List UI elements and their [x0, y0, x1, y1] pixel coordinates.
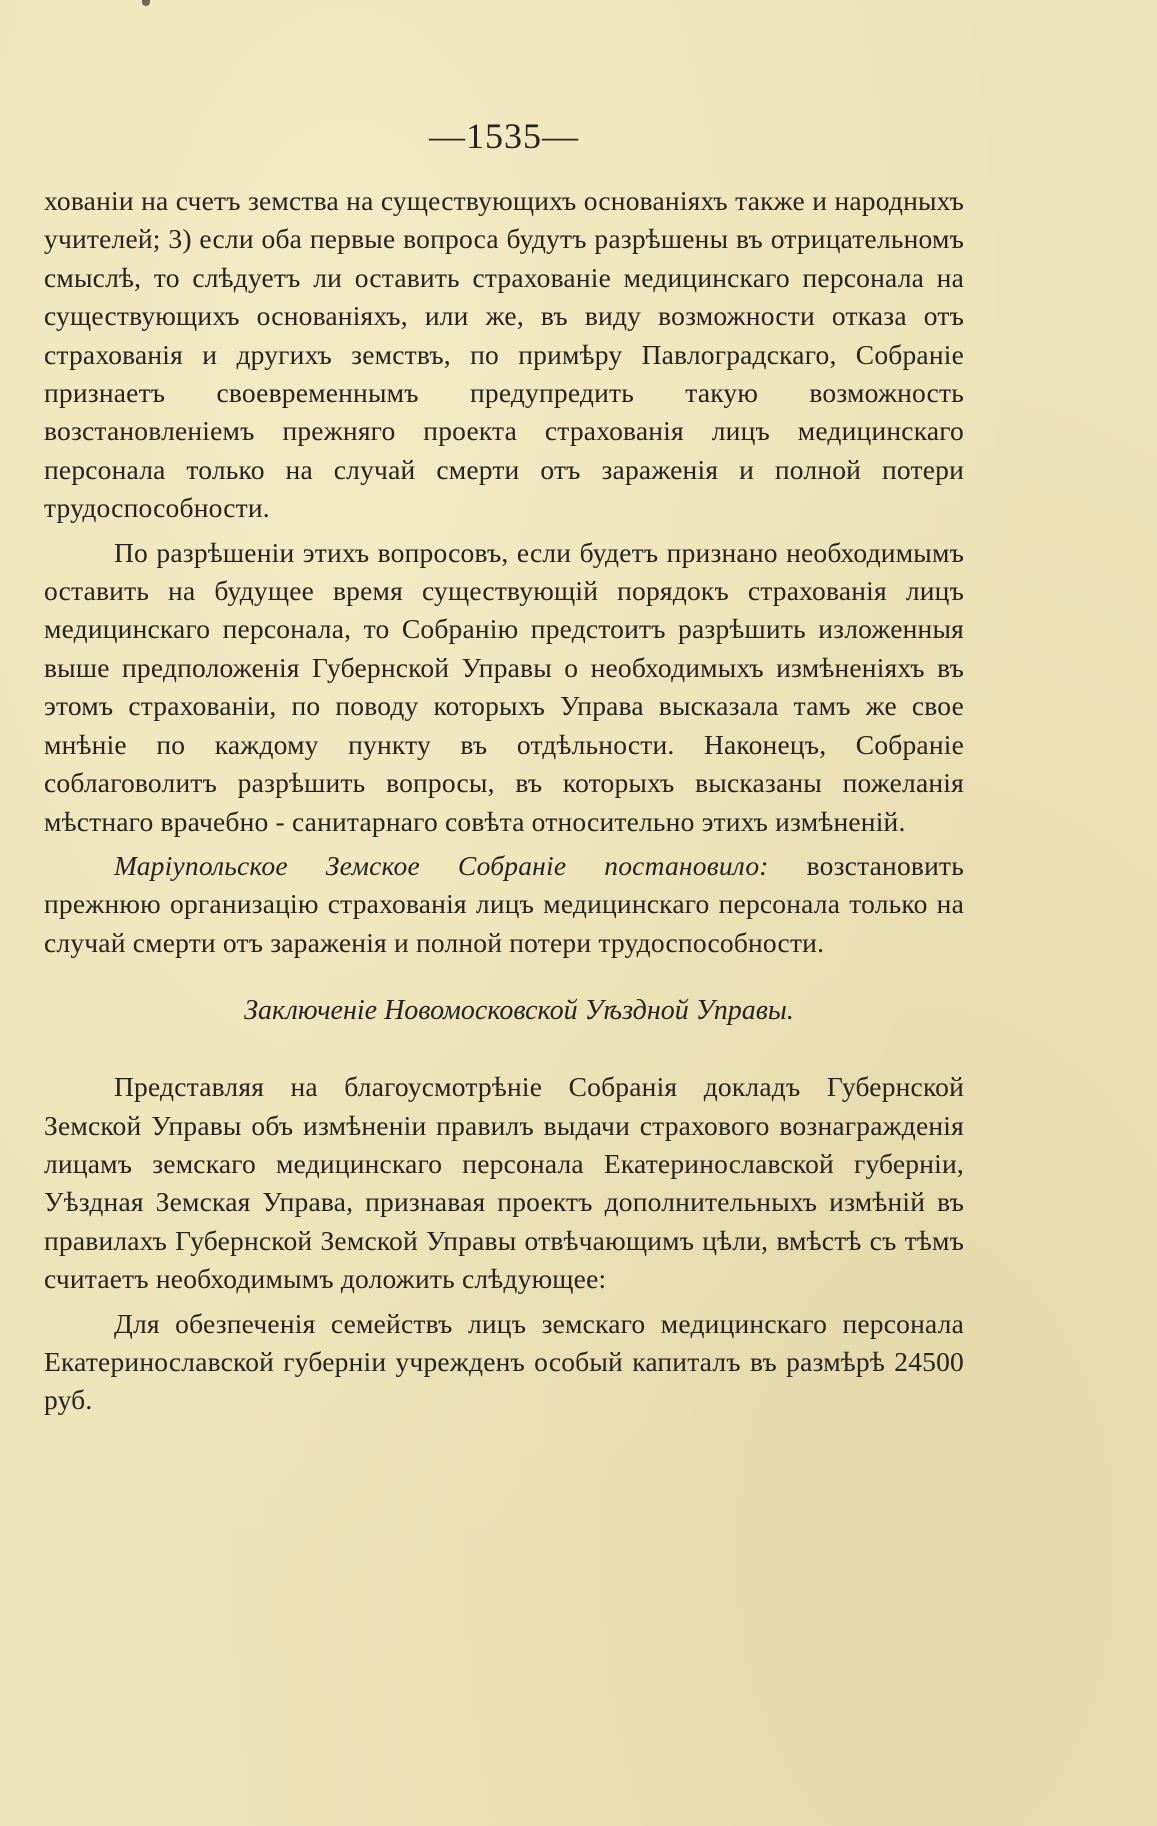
paragraph-5: Для обезпеченія семействъ лицъ земскаго медицинскаго персонала Екатеринославской губерніи учрежденъ особый капиталъ въ размѣрѣ 24500 руб. — [44, 1307, 964, 1416]
paragraph-3 — [44, 847, 964, 962]
paragraph-4: Представляя на благоусмотрѣніе Собранія докладъ Губернской Земской Управы объ измѣненіи правилъ выдачи страхового вознагражденія лицамъ земскаго медицинскаго персонала Екатеринославской губерніи, Уѣздная Земская Управа, признавая проектъ дополнительныхъ измѣній въ правилахъ Губернской Земской Управы отвѣчающимъ цѣли, вмѣстѣ съ тѣмъ считаетъ необходимымъ доложить слѣдующее: — [44, 1071, 964, 1295]
paragraph-2: По разрѣшеніи этихъ вопросовъ, если будетъ признано необходимымъ оставить на будущее время существующій порядокъ страхованія лицъ медицинскаго персонала, то Собранію предстоитъ разрѣшить изложенныя выше предположенія Губернской Управы о необходимыхъ измѣненіяхъ въ этомъ страхованіи, по поводу которыхъ Управа высказала тамъ же свое мнѣніе по каждому пункту въ отдѣльности. Наконецъ, Собраніе соблаговолитъ разрѣшить вопросы, въ которыхъ высказаны пожеланія мѣстнаго врачебно - санитарнаго совѣта относительно этихъ измѣненій. — [44, 536, 964, 837]
paragraph-1: хованіи на счетъ земства на существующихъ основаніяхъ также и народныхъ учителей; 3) если оба первые вопроса будутъ разрѣшены въ отрицательномъ смыслѣ, то слѣдуетъ ли оставить страхованіе медицинскаго персонала на существующихъ основаніяхъ, или же, въ виду возможности отказа отъ страхованія и другихъ земствъ, по примѣру Павлоградскаго, Собраніе признаетъ своевременнымъ предупредить такую возможность возстановленіемъ прежняго проекта страхованія лицъ медицинскаго персонала только на случай смерти отъ зараженія и полной потери трудоспособности. — [44, 185, 964, 524]
resolution-lead: Маріупольское Земское Собраніе постановило: — [114, 849, 769, 881]
document-page — [44, 118, 964, 1420]
page-number: —1535— — [429, 116, 579, 156]
page-corner-mark — [142, 0, 150, 6]
section-heading: Заключеніе Новомосковской Уѣздной Управы. — [244, 995, 794, 1027]
resolution-text: возстановить прежнюю организацію страхованія лицъ медицинскаго персонала только на случай смерти отъ зараженія и полной потери трудоспособности. — [44, 849, 964, 958]
